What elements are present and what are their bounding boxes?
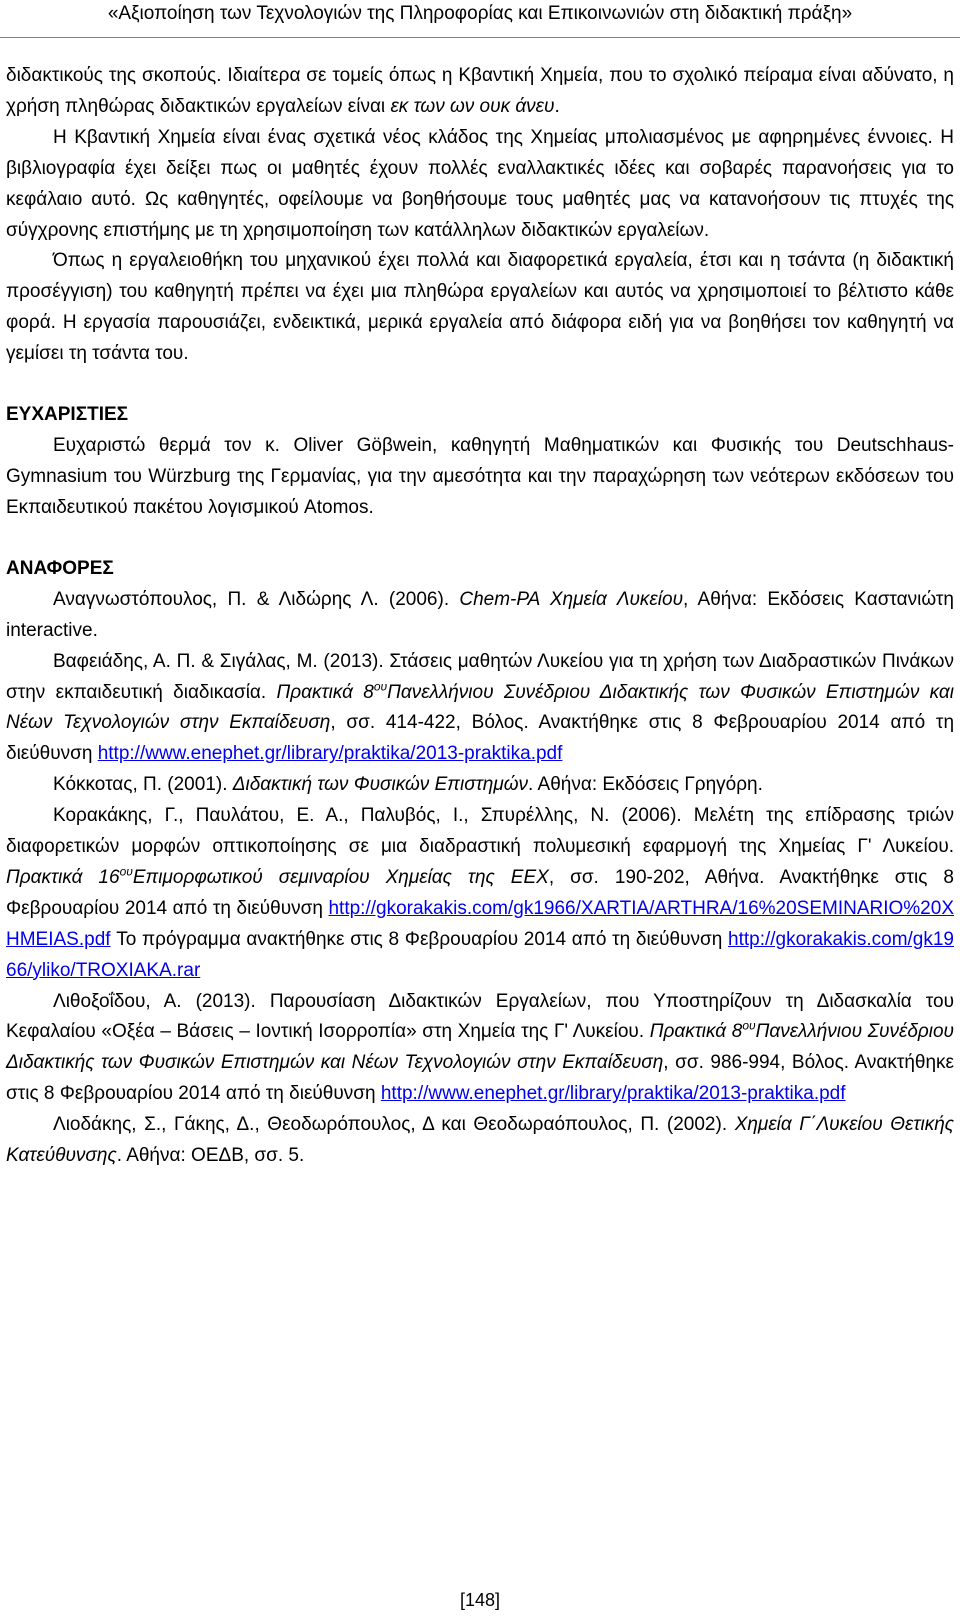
reference-title: Διδακτική των Φυσικών Επιστημών xyxy=(232,774,529,796)
reference-title: Χημεία Γ΄Λυκείου Θετικής Κατεύθυνσης xyxy=(6,1114,954,1167)
reference-title: Πρακτικά $8^{o\upsilon}\Pi\alpha\nu\varepsilon\lambda\lambda ή\nu\iota o\upsilon$ Συνέδριου Διδακτικής των Φυσικών Επιστημών και Νέων Τεχνολογιών στην Εκπαίδευση xyxy=(6,1019,955,1074)
page-number: [148] xyxy=(459,1590,501,1610)
acknowledgements-heading: ΕΥΧΑΡΙΣΤΙΕΣ xyxy=(6,404,129,426)
running-header-title: «Αξιοποίηση των Τεχνολογιών της Πληροφορίας και Επικοινωνιών στη διδακτική πράξη» xyxy=(107,3,853,24)
reference-link[interactable]: http://gkorakakis.com/gk1966/XARTIA/ARTHRA/16%20SEMINARIO%20XHMEIAS.pdf xyxy=(6,897,954,950)
reference-item: Λιθοξοΐδου, Α. (2013). Παρουσίαση Διδακτικών Εργαλείων, που Υποστηρίζουν τη Διδασκαλία του Κεφαλαίου «Οξέα – Βάσεις – Ιοντική Ισορροπία» στη Χημεία της Γ' Λυκείου. Πρακτικά $8^{o\upsilon}\Pi\alpha\nu\varepsilon\lambda\lambda ή\nu\iota o\upsilon$ Συνέδριου Διδακτικής των Φυσικών Επιστημών και Νέων Τεχνολογιών στην Εκπαίδευση, σσ. 986-994, Βόλος. Ανακτήθηκε στις 8 Φεβρουαρίου 2014 από τη διεύθυνση http://www.enephet.gr/library/praktika/2013-praktika.pdf xyxy=(6,990,955,1105)
reference-item: Βαφειάδης, Α. Π. & Σιγάλας, Μ. (2013). Στάσεις μαθητών Λυκείου για τη χρήση των Διαδραστικών Πινάκων στην εκπαιδευτική διαδικασία. Πρακτικά $8^{o\upsilon}\Pi\alpha\nu\varepsilon\lambda\lambda ή\nu\iota o\upsilon$ Συνέδριου Διδακτικής των Φυσικών Επιστημών και Νέων Τεχνολογιών στην Εκπαίδευση, σσ. 414-422, Βόλος. Ανακτήθηκε στις 8 Φεβρουαρίου 2014 από τη διεύθυνση http://www.enephet.gr/library/praktika/2013-praktika.pdf xyxy=(6,650,955,765)
acknowledgements-text: Ευχαριστώ θερμά τον κ. Oliver Göβwein, καθηγητή Μαθηματικών και Φυσικής του Deutschhaus-Gymnasium του Würzburg της Γερμανίας, για την αμεσότητα και την παραχώρηση των νεότερων εκδόσεων του Εκπαιδευτικού πακέτου λογισμικού Atomos. xyxy=(6,435,954,518)
body-paragraph-3: Όπως η εργαλειοθήκη του μηχανικού έχει πολλά και διαφορετικά εργαλεία, έτσι και η τσάντα (η διδακτική προσέγγιση) του καθηγητή πρέπει να έχει μια πληθώρα εργαλείων και αυτός να χρησιμοποιεί το βέλτιστο κάθε φορά. Η εργασία παρουσιάζει, ενδεικτικά, μερικά εργαλεία από διάφορα ειδή για να βοηθήσει τον καθηγητή να γεμίσει τη τσάντα του. xyxy=(6,250,954,365)
reference-link[interactable]: http://gkorakakis.com/gk1966/yliko/TROXIAKA.rar xyxy=(6,928,954,981)
reference-link[interactable]: http://www.enephet.gr/library/praktika/2013-praktika.pdf xyxy=(380,1083,846,1105)
reference-item: Κόκκοτας, Π. (2001). Διδακτική των Φυσικών Επιστημών. Αθήνα: Εκδόσεις Γρηγόρη. xyxy=(53,774,763,796)
reference-item: Λιοδάκης, Σ., Γάκης, Δ., Θεοδωρόπουλος, Δ και Θεοδωραόπουλος, Π. (2002). Χημεία Γ΄Λυκείου Θετικής Κατεύθυνσης. Αθήνα: ΟΕΔΒ, σσ. 5. xyxy=(6,1114,954,1167)
reference-item: Κορακάκης, Γ., Παυλάτου, Ε. Α., Παλυβός, Ι., Σπυρέλλης, Ν. (2006). Μελέτη της επίδρασης τριών διαφορετικών μορφών οπτικοποίησης σε μια διαδραστική πολυμεσική εφαρμογή της Χημείας Γ' Λυκείου. Πρακτικά $16^{o\upsilon}E\pi\iota\mu o\rho\varphi\omega\tau\iota\kappa oύ$ σεμιναρίου Χημείας της ΕΕΧ, σσ. 190-202, Αθήνα. Ανακτήθηκε στις 8 Φεβρουαρίου 2014 από τη διεύθυνση http://gkorakakis.com/gk1966/XARTIA/ARTHRA/16%20SEMINARIO%20XHMEIAS.pdf Το πρόγραμμα ανακτήθηκε στις 8 Φεβρουαρίου 2014 από τη διεύθυνση http://gkorakakis.com/gk1966/yliko/TROXIAKA.rar xyxy=(6,805,954,981)
reference-item: Αναγνωστόπουλος, Π. & Λιδώρης Λ. (2006). Chem-PA Χημεία Λυκείου, Αθήνα: Εκδόσεις Καστανιώτη interactive. xyxy=(6,588,955,641)
reference-title: Πρακτικά $8^{o\upsilon}\Pi\alpha\nu\varepsilon\lambda\lambda ή\nu\iota o\upsilon$ Συνέδριου Διδακτικής των Φυσικών Επιστημών και Νέων Τεχνολογιών στην Εκπαίδευση xyxy=(6,679,954,734)
reference-title: Πρακτικά $16^{o\upsilon}E\pi\iota\mu o\rho\varphi\omega\tau\iota\kappa oύ$ σεμιναρίου Χημείας της ΕΕΧ xyxy=(6,864,549,888)
reference-link[interactable]: http://www.enephet.gr/library/praktika/2013-praktika.pdf xyxy=(97,743,563,765)
body-paragraph-1: διδακτικούς της σκοπούς. Ιδιαίτερα σε τομείς όπως η Κβαντική Χημεία, που το σχολικό πείραμα είναι αδύνατο, η χρήση πληθώρας διδακτικών εργαλείων είναι εκ των ων ουκ άνευ. xyxy=(6,65,954,117)
body-paragraph-2: Η Κβαντική Χημεία είναι ένας σχετικά νέος κλάδος της Χημείας μπολιασμένος με αφηρημένες έννοιες. Η βιβλιογραφία έχει δείξει πως οι μαθητές έχουν πολλές εναλλακτικές ιδέες και σοβαρές παρανοήσεις για το κεφάλαιο αυτό. Ως καθηγητές, οφείλουμε να βοηθήσουμε τους μαθητές μας να κατανοήσουν τις πτυχές της σύγχρονης επιστήμης με τη χρησιμοποίηση των κατάλληλων διδακτικών εργαλείων. xyxy=(6,126,954,241)
document-body xyxy=(6,61,954,1172)
references-heading: ΑΝΑΦΟΡΕΣ xyxy=(6,557,114,579)
latin-phrase: εκ των ων ουκ άνευ xyxy=(390,95,555,117)
reference-title: Chem-PA Χημεία Λυκείου xyxy=(459,588,684,610)
running-header xyxy=(0,0,960,38)
